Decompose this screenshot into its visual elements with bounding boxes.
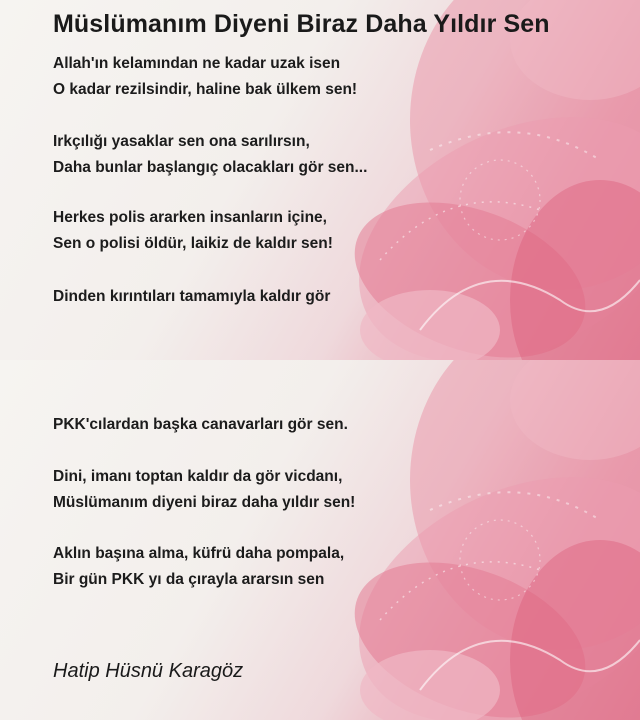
stanza [53,129,613,181]
poem-line: PKK'cılardan başka canavarları gör sen. [53,416,348,433]
poem-line: Sen o polisi öldür, laikiz de kaldır sen! [53,235,333,252]
stanza [53,464,613,516]
poem-line: Müslümanım diyeni biraz daha yıldır sen! [53,494,356,511]
poem-line: Dini, imanı toptan kaldır da gör vicdanı, [53,468,343,485]
stanza [53,284,613,310]
poem-line: Aklın başına alma, küfrü daha pompala, [53,545,345,562]
poem-line: Allah'ın kelamından ne kadar uzak isen [53,55,341,72]
stanza [53,51,613,103]
stanza [53,205,613,257]
poem-line: Bir gün PKK yı da çırayla ararsın sen [53,571,325,588]
poem-line: Herkes polis ararken insanların içine, [53,209,327,226]
poem-line: O kadar rezilsindir, haline bak ülkem sen! [53,81,358,98]
poem-title: Müslümanım Diyeni Biraz Daha Yıldır Sen [53,10,550,38]
stanza [53,541,613,593]
poem-line: Irkçılığı yasaklar sen ona sarılırsın, [53,133,310,150]
poem-author: Hatip Hüsnü Karagöz [53,660,244,682]
poem-line: Daha bunlar başlangıç olacakları gör sen... [53,159,368,176]
poem-line: Dinden kırıntıları tamamıyla kaldır gör [53,288,331,305]
stanza [53,412,613,438]
